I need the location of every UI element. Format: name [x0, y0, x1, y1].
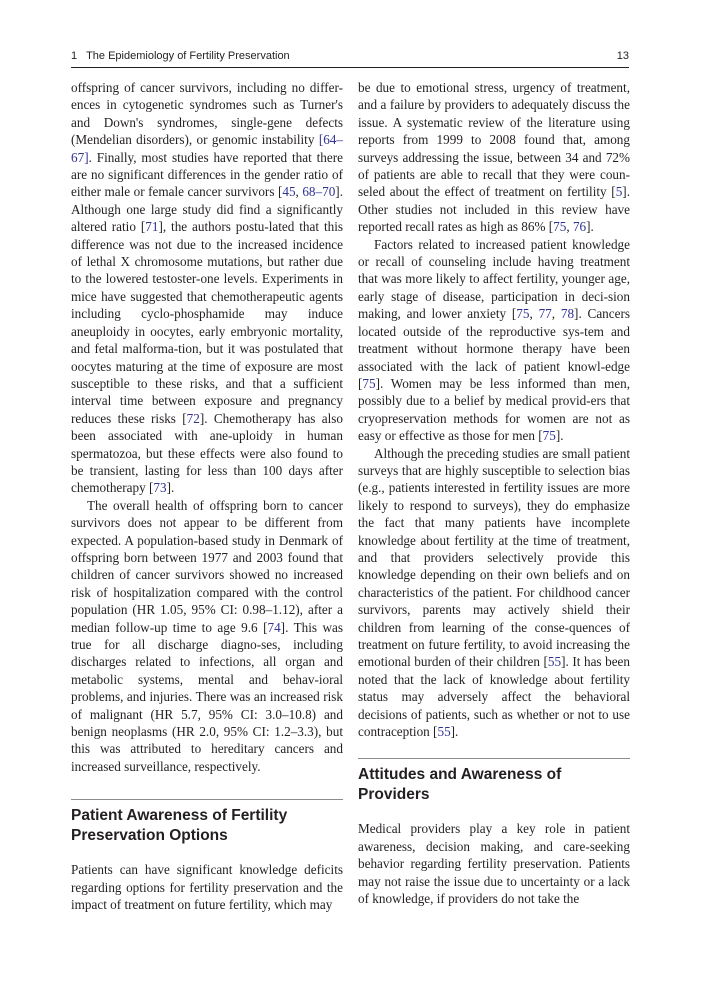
paragraph [358, 79, 630, 236]
section-heading: Attitudes and Awareness of Providers [358, 766, 562, 804]
text-run: , [551, 306, 561, 322]
text-run: ]. Although one large study did find a significantly altered ratio [ [71, 184, 343, 235]
citation-link[interactable]: 55 [437, 724, 451, 740]
citation-link[interactable]: 72 [186, 410, 200, 426]
text-run: , [295, 184, 303, 200]
citation-link[interactable]: 71 [145, 219, 159, 235]
chapter-title: 1 The Epidemiology of Fertility Preservation [71, 50, 290, 62]
text-run: be due to emotional stress, urgency of treatment, and a failure by providers to adequately discuss the issue. A systematic review of the literature using reports from 1999 to 2008 found that, among surveys addressing the issue, between 34 and 72% of patients are able to recall that they were coun-seled about the effect of treatment on fertility [ [358, 80, 630, 200]
text-run: Medical providers play a key role in patient awareness, decision making, and care-seeking behavior regarding fertility preservation. Patients may not raise the issue due to uncertainty or a lack of knowledge, if providers do not take the [358, 821, 630, 907]
citation-link[interactable]: 73 [153, 480, 167, 496]
text-run: , [529, 306, 539, 322]
citation-link[interactable]: 75 [516, 306, 530, 322]
citation-link[interactable]: 68–70 [302, 184, 336, 200]
citation-link[interactable]: [64–67] [71, 132, 343, 165]
text-run: ]. This was true for all discharge diagno-ses, including discharges related to infections, all organ and metabolic systems, mental and behav-ioral problems, and injuries. There was an increased risk of malignant (HR 5.7, 95% CI: 3.0–10.8) and benign neoplasms (HR 2.0, 95% CI: 1.2–3.3), but this was attributed to hereditary cancers and increased surveillance, respectively. [71, 619, 344, 774]
text-run: Factors related to increased patient knowledge or recall of counseling include having treatment that was more likely to affect fertility, younger age, early stage of disease, participation in deci-sion making, and lower anxiety [ [358, 236, 630, 322]
running-head [71, 50, 629, 62]
paragraph [358, 820, 630, 907]
text-run: ]. Cancers located outside of the reproductive sys-tem and treatment without hormone therapy have been associated with the lack of patient knowl-edge [ [358, 306, 630, 391]
citation-link[interactable]: 78 [560, 306, 575, 322]
page-number: 13 [616, 50, 629, 62]
left-column [71, 79, 343, 913]
text-run: The overall health of offspring born to cancer survivors does not appear to be different from expected. A population-based study in Denmark of offspring born between 1977 and 2003 found that children of cancer survivors showed no increased risk of hospitalization compared with the control population (HR 1.05, 95% CI: 0.98–1.12), after a median follow-up time to age 9.6 [ [71, 497, 343, 635]
text-run: offspring of cancer survivors, including no differ-ences in cytogenetic syndromes such as Turner's and Down's syndromes, single-gene defects (Mendelian disorders), or genomic instability [71, 80, 343, 148]
citation-link[interactable]: 5 [615, 184, 623, 200]
text-run: Although the preceding studies are small patient surveys that are highly susceptible to selection bias (e.g., patients interested in fertility issues are more likely to respond to surveys), they do emphasize the fact that many patients have incomplete knowledge about fertility at the time of treatment, and that providers selectively provide this knowledge depending on their own beliefs and on characteristics of the patient. For childhood cancer survivors, parents may actively shield their children from learning of the conse-quences of treatment on future fertility, to avoid increasing the emotional burden of their children [ [358, 445, 630, 670]
text-run: . Finally, most studies have reported that there are no significant differences in the gender ratio of either male or female cancer survivors [ [71, 149, 343, 200]
text-run: ]. Women may be less informed than men, possibly due to a belief by medical provid-ers that cryopreservation methods for women are not as easy or effective as those for men [ [358, 375, 630, 444]
text-run: ]. [450, 724, 459, 740]
citation-link[interactable]: 75 [542, 428, 556, 444]
text-run: ]. It has been noted that the lack of knowledge about fertility status may adversely affect the behavioral decisions of patients, such as whether or not to use contraception [ [358, 654, 631, 740]
text-run: ]. [586, 219, 594, 235]
text-run: , [566, 219, 573, 235]
section-rule [358, 758, 630, 759]
paragraph [71, 79, 343, 497]
citation-link[interactable]: 76 [572, 219, 587, 235]
text-run: ]. Other studies not included in this review have reported recall rates as high as 86% [ [358, 184, 630, 235]
paragraph [71, 497, 343, 776]
citation-link[interactable]: 77 [538, 306, 552, 322]
citation-link[interactable]: 55 [547, 654, 562, 670]
section-rule [71, 799, 343, 800]
text-run: ], the authors postu-lated that this difference was not due to the increased incidence of lethal X chromosome mutations, but rather due to the lowered testoster-one levels. Experiments in mice have suggested that chemotherapeutic agents including cyclo-phosphamide may induce aneuploidy in oocytes, early embryonic mortality, and fetal malforma-tion, but it was postulated that oocytes maturing at the time of exposure are most susceptible to these risks, and that a sufficient interval time between exposure and pregnancy reduces these risks [ [71, 219, 344, 426]
header-rule [71, 67, 629, 68]
citation-link[interactable]: 45 [282, 184, 296, 200]
text-run: ]. [166, 480, 175, 496]
text-run: ]. [555, 428, 564, 444]
right-column [358, 79, 630, 907]
paragraph [358, 445, 630, 741]
text-run: ]. Chemotherapy has also been associated with ane-uploidy in human spermatozoa, but these effects were also found to be transient, lasting for less than 100 days after chemotherapy [ [71, 410, 343, 496]
citation-link[interactable]: 75 [553, 219, 567, 235]
paragraph [358, 236, 630, 445]
text-run: Patients can have significant knowledge deficits regarding options for fertility preservation and the impact of treatment on future fertility, which may [71, 862, 343, 913]
citation-link[interactable]: 75 [362, 375, 376, 391]
citation-link[interactable]: 74 [267, 619, 281, 635]
section-heading: Patient Awareness of Fertility Preservation Options [71, 807, 288, 845]
paragraph [71, 861, 343, 913]
